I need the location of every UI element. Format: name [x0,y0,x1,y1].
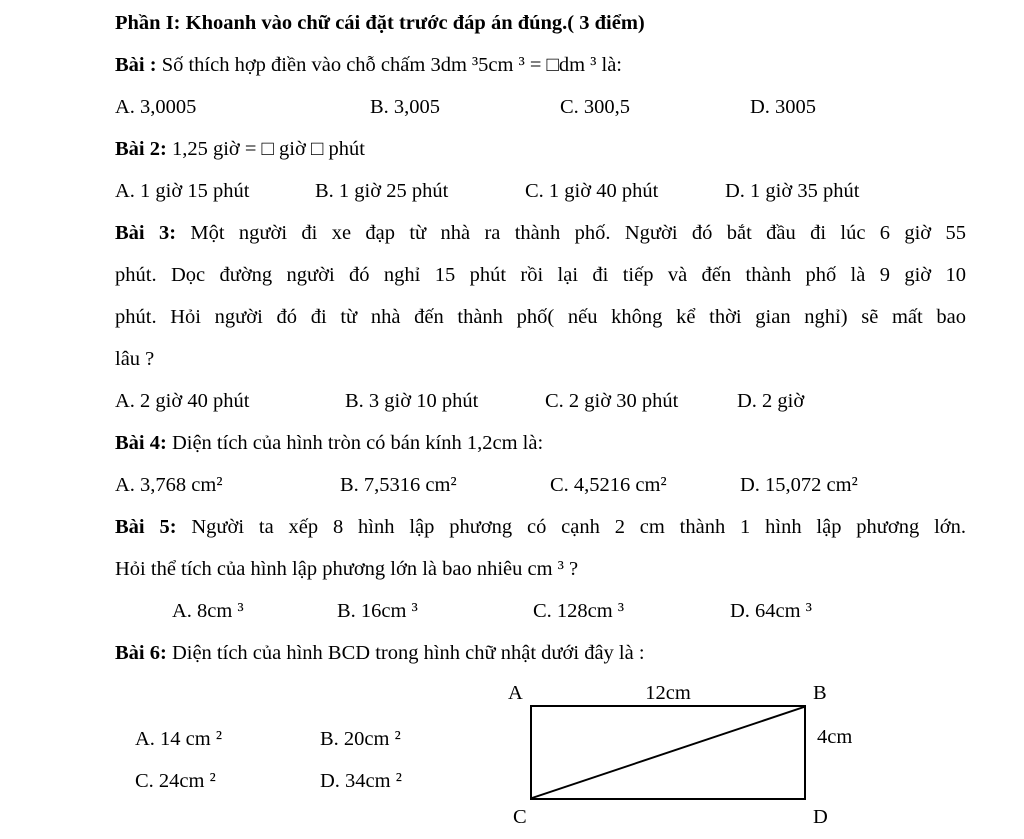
option-c: C. 4,5216 cm² [550,474,667,496]
option-a: A. 3,0005 [115,96,197,118]
width-label: 12cm [645,682,691,704]
height-label: 4cm [817,726,853,748]
option-b: B. 20cm ² [320,728,401,750]
question-5-line-2: Hỏi thể tích của hình lập phương lớn là bao nhiêu cm ³ ? [115,558,579,580]
question-4-label: Bài 4: [115,432,167,454]
option-c: C. 24cm ² [135,770,216,792]
corner-label-c: C [513,806,527,828]
corner-label-d: D [813,806,828,828]
question-1-label: Bài : [115,54,157,76]
option-d: D. 1 giờ 35 phút [725,180,860,202]
question-2-label: Bài 2: [115,138,167,160]
question-6-figure-section [115,674,966,839]
question-1-text: Số thích hợp điền vào chỗ chấm 3dm ³5cm ³ = □dm ³ là: [161,54,623,76]
question-6-text: Diện tích của hình BCD trong hình chữ nhật dưới đây là : [171,642,645,664]
question-4-text: Diện tích của hình tròn có bán kính 1,2cm là: [171,432,544,454]
question-3-line-2: phút. Dọc đường người đó nghỉ 15 phút rồi lại đi tiếp và đến thành phố là 9 giờ 10 [115,264,966,286]
question-1 [115,44,966,86]
question-3-options [115,380,966,422]
question-2-options [115,170,966,212]
option-c: C. 2 giờ 30 phút [545,390,679,412]
corner-label-a: A [508,682,523,704]
question-6-label: Bài 6: [115,642,167,664]
question-3-line-1 [115,212,966,254]
option-d: D. 2 giờ [737,390,805,412]
option-a: A. 2 giờ 40 phút [115,390,250,412]
question-5-label: Bài 5: [115,516,177,538]
option-b: B. 3 giờ 10 phút [345,390,479,412]
option-b: B. 16cm ³ [337,600,418,622]
question-2-text: 1,25 giờ = □ giờ □ phút [171,138,365,160]
option-a: A. 3,768 cm² [115,474,223,496]
option-b: B. 7,5316 cm² [340,474,457,496]
option-a: A. 8cm ³ [172,600,244,622]
part-header: Phần I: Khoanh vào chữ cái đặt trước đáp án đúng.( 3 điểm) [115,12,645,34]
question-5-line-1 [115,506,966,548]
option-d: D. 15,072 cm² [740,474,858,496]
option-a: A. 14 cm ² [135,728,222,750]
question-5-text: Người ta xếp 8 hình lập phương có cạnh 2 cm thành 1 hình lập phương lớn. [191,516,966,538]
corner-label-b: B [813,682,827,704]
option-b: B. 3,005 [370,96,441,118]
option-d: D. 3005 [750,96,817,118]
option-d: D. 64cm ³ [730,600,812,622]
option-a: A. 1 giờ 15 phút [115,180,250,202]
option-c: C. 128cm ³ [533,600,624,622]
question-4-options [115,464,966,506]
question-6-options [135,718,402,802]
question-6 [115,632,966,674]
diagonal-line [532,707,804,798]
options-row-2 [135,760,402,802]
option-b: B. 1 giờ 25 phút [315,180,449,202]
question-3-text: Một người đi xe đạp từ nhà ra thành phố. Người đó bắt đầu đi lúc 6 giờ 55 [190,222,966,244]
question-2 [115,128,966,170]
option-c: C. 1 giờ 40 phút [525,180,659,202]
question-5-options [115,590,966,632]
option-d: D. 34cm ² [320,770,402,792]
question-3-line-4: lâu ? [115,348,155,370]
question-1-options [115,86,966,128]
question-4 [115,422,966,464]
options-row-1 [135,718,402,760]
option-c: C. 300,5 [560,96,631,118]
rectangle-figure [530,705,806,800]
question-3-label: Bài 3: [115,222,177,244]
question-3-line-3: phút. Hỏi người đó đi từ nhà đến thành phố( nếu không kể thời gian nghỉ) sẽ mất bao [115,306,966,328]
